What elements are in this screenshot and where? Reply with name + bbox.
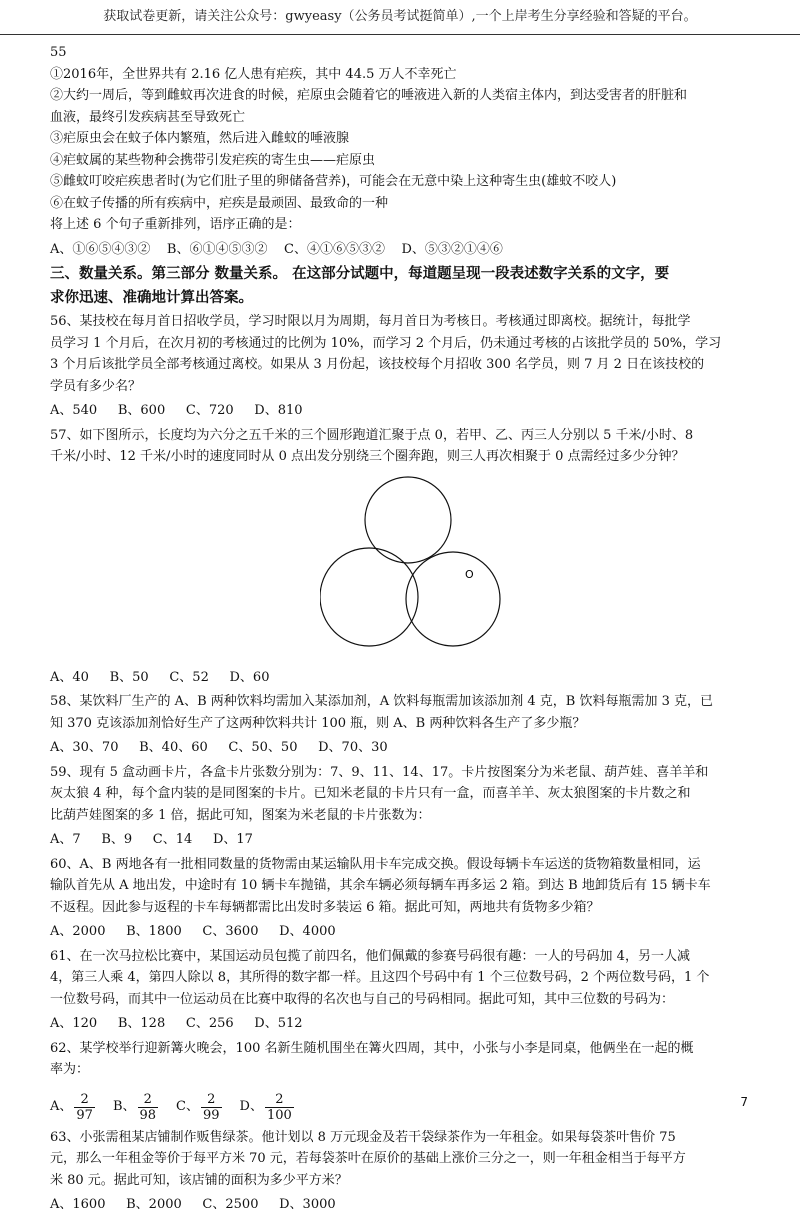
fraction: [138, 1092, 159, 1123]
denominator: 100: [266, 1107, 292, 1123]
question-text-line: 学员有多少名？: [50, 378, 142, 394]
question-58: [50, 691, 762, 759]
circle-track-right: [406, 552, 500, 646]
section-title-line-1: 三、数量关系。第三部分 数量关系。 在这部分试题中，每道题呈现一段表述数字关系的文字，要: [50, 266, 670, 282]
sentence-6: ⑥在蚊子传播的所有疾病中，疟疾是最顽固、最致命的一种: [50, 195, 389, 211]
question-text-line: 千米/小时、12 千米/小时的速度同时从 0 点出发分别绕三个圈奔跑，则三人再次相聚于 0 点需经过多少分钟？: [50, 449, 685, 464]
sentence-5: ⑤雌蚊叮咬疟疾患者时(为它们肚子里的卵储备营养)，可能会在无意中染上这种寄生虫(雄蚊不咬人): [50, 174, 617, 189]
question-60: [50, 854, 762, 943]
question-text-line: 57、如下图所示，长度均为六分之五千米的三个圆形跑道汇聚于点 0，若甲、乙、丙三人分别以 5 千米/小时、8: [50, 427, 694, 443]
question-text-line: 知 370 克该添加剂恰好生产了这两种饮料共计 100 瓶，则 A、B 两种饮料各生产了多少瓶？: [50, 715, 586, 731]
question-text-line: 米 80 元。据此可知，该店铺的面积为多少平方米？: [50, 1172, 348, 1188]
option-label: C、: [176, 1099, 199, 1115]
section-heading: [50, 263, 762, 309]
option-label: B、: [112, 1099, 136, 1115]
question-text-line: 元，那么一年租金等价于每平方米 70 元，若每袋茶叶在原价的基础上涨价三分之一，则一年租金相当于每平方: [50, 1151, 686, 1166]
circle-track-left: [320, 548, 418, 646]
question-text-line: 60、A、B 两地各有一批相同数量的货物需由某运输队用卡车完成交换。假设每辆卡车运送的货物箱数量相同，运: [50, 856, 701, 872]
point-o-label: O: [465, 567, 474, 581]
question-number: 55: [50, 45, 67, 60]
question-text-line: 灰太狼 4 种，每个盒内装的是同图案的卡片。已知米老鼠的卡片只有一盒，而喜羊羊、灰太狼图案的卡片数之和: [50, 786, 691, 801]
question-text-line: 比葫芦娃图案的多 1 倍，据此可知，图案为米老鼠的卡片张数为：: [50, 807, 431, 823]
fraction-option-b: [113, 1092, 158, 1123]
fraction: [265, 1092, 294, 1123]
question-text-line: 58、某饮料厂生产的 A、B 两种饮料均需加入某添加剂，A 饮料每瓶需加该添加剂 4 克，B 饮料每瓶需加 3 克，已: [50, 694, 714, 709]
numerator: 2: [207, 1091, 216, 1107]
question-62: [50, 1038, 762, 1123]
fraction-option-a: [50, 1092, 95, 1123]
numerator: 2: [275, 1091, 284, 1107]
sentence-2: ②大约一周后，等到雌蚊再次进食的时候，疟原虫会随着它的唾液进入新的人类宿主体内，到达受害者的肝脏和: [50, 88, 688, 103]
question-59: [50, 762, 762, 851]
page-number: 7: [740, 1095, 748, 1109]
answer-options: A、7 B、9 C、14 D、17: [50, 832, 253, 847]
question-text-line: 63、小张需租某店铺制作贩售绿茶。他计划以 8 万元现金及若干袋绿茶作为一年租金。如果每袋茶叶售价 75: [50, 1129, 676, 1145]
answer-options: A、1600 B、2000 C、2500 D、3000: [50, 1197, 336, 1212]
question-61: [50, 946, 762, 1035]
fraction: [74, 1092, 95, 1123]
numerator: 2: [80, 1091, 89, 1107]
answer-options: A、40 B、50 C、52 D、60: [50, 669, 270, 685]
question-text-line: 61、在一次马拉松比赛中，某国运动员包揽了前四名，他们佩戴的参赛号码很有趣：一人的号码加 4，另一人减: [50, 948, 690, 964]
answer-options: A、120 B、128 C、256 D、512: [50, 1016, 303, 1031]
question-63: [50, 1127, 762, 1216]
question-text-line: 56、某技校在每月首日招收学员，学习时限以月为周期，每月首日为考核日。考核通过即离校。据统计，每批学: [50, 314, 691, 329]
page-content: [50, 42, 762, 1219]
question-55: [50, 42, 762, 260]
answer-options: A、①⑥⑤④③② B、⑥①④⑤③② C、④①⑥⑤③② D、⑤③②①④⑥: [50, 241, 503, 257]
sentence-1: ①2016年，全世界共有 2.16 亿人患有疟疾，其中 44.5 万人不幸死亡: [50, 66, 457, 82]
circles-diagram: [320, 472, 510, 664]
question-text-line: 不返程。因此参与返程的卡车每辆都需比出发时多装运 6 箱。据此可知，两地共有货物多少箱？: [50, 899, 600, 915]
denominator: 98: [139, 1107, 157, 1123]
question-prompt: 将上述 6 个句子重新排列，语序正确的是：: [50, 217, 301, 232]
question-text-line: 62、某学校举行迎新篝火晚会，100 名新生随机围坐在篝火四周，其中，小张与小李是同桌，他俩坐在一起的概: [50, 1040, 694, 1056]
question-text-line: 4，第三人乘 4，第四人除以 8，其所得的数字都一样。且这四个号码中有 1 个三位数号码，2 个两位数号码，1 个: [50, 970, 710, 985]
numerator: 2: [143, 1091, 152, 1107]
answer-options: A、2000 B、1800 C、3600 D、4000: [50, 924, 336, 939]
question-text-line: 一位数号码，而其中一位运动员在比赛中取得的名次也与自己的号码相同。据此可知，其中三位数的号码为：: [50, 991, 675, 1007]
question-56: [50, 311, 762, 422]
answer-options: A、540 B、600 C、720 D、810: [50, 403, 303, 418]
sentence-3: ③疟原虫会在蚊子体内繁殖，然后进入雌蚊的唾液腺: [50, 131, 350, 146]
fraction-option-c: [176, 1092, 222, 1123]
fraction-options: [50, 1081, 762, 1123]
section-title-line-2: 求你迅速、准确地计算出答案。: [50, 290, 253, 306]
question-text-line: 率为：: [50, 1062, 90, 1077]
sentence-2-continued: 血液，最终引发疾病甚至导致死亡: [50, 109, 246, 125]
question-text-line: 输队首先从 A 地出发，中途时有 10 辆卡车抛锚，其余车辆必须每辆车再多运 2 箱。到达 B 地卸货后有 15 辆卡车: [50, 878, 711, 893]
option-label: A、: [50, 1099, 73, 1115]
question-57: [50, 425, 762, 689]
page-header-banner: 获取试卷更新，请关注公众号：gwyeasy（公务员考试挺简单）,一个上岸考生分享经验和答疑的平台。: [0, 0, 800, 35]
answer-options: A、30、70 B、40、60 C、50、50 D、70、30: [50, 740, 388, 755]
fraction: [201, 1092, 222, 1123]
sentence-4: ④疟蚊属的某些物种会携带引发疟疾的寄生虫——疟原虫: [50, 152, 376, 168]
option-label: D、: [239, 1099, 263, 1115]
denominator: 99: [203, 1107, 220, 1123]
circle-track-top: [365, 477, 451, 563]
fraction-option-d: [240, 1092, 294, 1123]
question-text-line: 59、现有 5 盒动画卡片，各盒卡片张数分别为：7、9、11、14、17。卡片按图案分为米老鼠、葫芦娃、喜羊羊和: [50, 764, 709, 780]
question-text-line: 3 个月后该批学员全部考核通过离校。如果从 3 月份起，该技校每个月招收 300 名学员，则 7 月 2 日在该技校的: [50, 357, 705, 372]
question-text-line: 员学习 1 个月后，在次月初的考核通过的比例为 10%，而学习 2 个月后，仍未通过考核的占该批学员的 50%，学习: [50, 335, 722, 351]
three-circles-figure: [50, 472, 762, 664]
denominator: 97: [76, 1107, 93, 1123]
